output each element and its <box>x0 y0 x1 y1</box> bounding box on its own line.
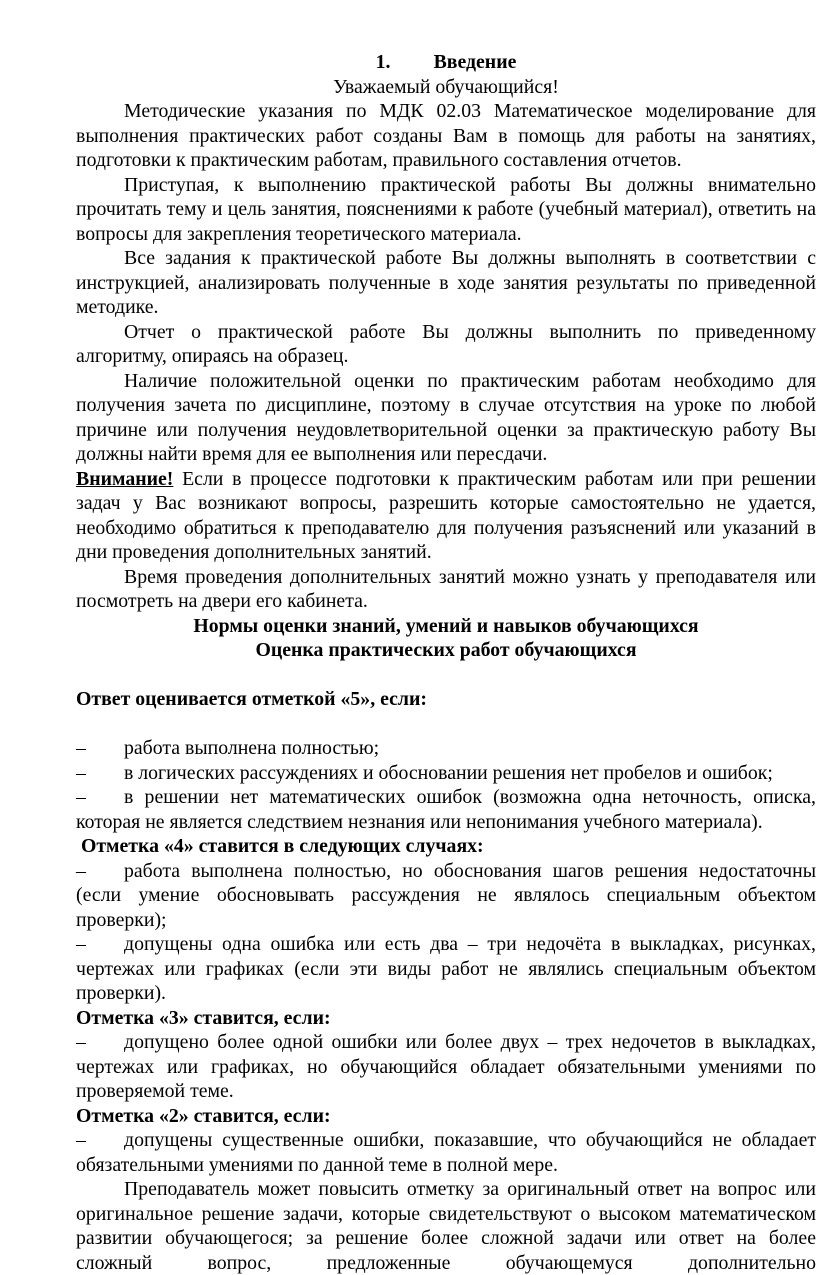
heading-title: Введение <box>433 51 517 73</box>
grade3-title: Отметка «3» ставится, если: <box>76 1006 331 1029</box>
grade3-item <box>76 1030 816 1104</box>
warning-paragraph <box>76 467 816 565</box>
spacer <box>76 712 816 737</box>
dash-bullet: – <box>76 859 86 882</box>
paragraph-extra-time: Время проведения дополнительных занятий можно узнать у преподавателя или посмотреть на двери его кабинета. <box>76 565 816 612</box>
dash-bullet: – <box>76 761 86 784</box>
spacer <box>76 663 816 688</box>
grade2-item <box>76 1128 816 1177</box>
grade4-item <box>76 859 816 933</box>
grade4-item <box>76 932 816 1006</box>
list-item-text: допущены существенные ошибки, показавшие, что обучающийся не обладает обязательными умениями по данной теме в полной мере. <box>76 1129 816 1176</box>
paragraph-teacher-bonus: Преподаватель может повысить отметку за оригинальный ответ на вопрос или оригинальное решение задачи, которые свидетельствуют о высоком математическом развитии обучающегося; за решение более сложной задачи или ответ на более сложный вопрос, предложенные обучающемуся дополнительно <box>76 1178 816 1274</box>
warning-label: Внимание! <box>76 467 174 490</box>
dash-bullet: – <box>76 1031 86 1053</box>
list-item-text: в решении нет математических ошибок (возможна одна неточность, описка, которая не является следствием незнания или непонимания учебного материала). <box>76 786 816 833</box>
paragraph-tasks: Все задания к практической работе Вы должны выполнять в соответствии с инструкцией, анализировать полученные в ходе занятия результаты по приведенной методике. <box>76 247 816 318</box>
list-item-text: работа выполнена полностью, но обоснования шагов решения недостаточны (если умение обосновывать рассуждения не являлось специальным объектом проверки); <box>76 859 816 931</box>
grade4-title: Отметка «4» ставится в следующих случаях: <box>76 835 484 857</box>
dash-bullet: – <box>76 1129 86 1151</box>
paragraph-methodical: Методические указания по МДК 02.03 Математическое моделирование для выполнения практических работ созданы Вам в помощь для работы на занятиях, подготовки к практическим работам, правильного составления отчетов. <box>76 100 816 171</box>
grade2-title: Отметка «2» ставится, если: <box>76 1104 331 1127</box>
dash-bullet: – <box>76 786 86 808</box>
dash-bullet: – <box>76 737 86 759</box>
list-item-text: допущены одна ошибка или есть два – три недочёта в выкладках, рисунках, чертежах или графиках (если эти виды работ не являлись специальным объектом проверки). <box>76 933 816 1004</box>
list-item-text: допущено более одной ошибки или более двух – трех недочетов в выкладках, чертежах или графиках, но обучающийся обладает обязательными умениями по проверяемой теме. <box>76 1031 816 1102</box>
list-item-text: работа выполнена полностью; <box>124 737 380 759</box>
paragraph-report: Отчет о практической работе Вы должны выполнить по приведенному алгоритму, опираясь на образец. <box>76 320 816 367</box>
grade5-item <box>76 736 816 761</box>
list-item-text: в логических рассуждениях и обосновании решения нет пробелов и ошибок; <box>124 761 773 784</box>
dash-bullet: – <box>76 933 86 955</box>
warning-text: Если в процессе подготовки к практическим работам или при решении задач у Вас возникают вопросы, разрешить которые самостоятельно не удается, необходимо обратиться к преподавателю для получения разъяснений или указаний в дни проведения дополнительных занятий. <box>76 467 816 563</box>
heading-number: 1. <box>375 51 391 73</box>
paragraph-grades: Наличие положительной оценки по практическим работам необходимо для получения зачета по дисциплине, поэтому в случае отсутствия на уроке по любой причине или получения неудовлетворительной оценки за практическую работу Вы должны найти время для ее выполнения или пересдачи. <box>76 369 816 465</box>
grade5-item <box>76 761 816 786</box>
practical-title: Оценка практических работ обучающихся <box>255 639 637 661</box>
norms-title: Нормы оценки знаний, умений и навыков обучающихся <box>193 614 699 637</box>
grade5-title: Ответ оценивается отметкой «5», если: <box>76 688 427 710</box>
section-heading <box>76 50 816 75</box>
document-page <box>76 50 816 1275</box>
paragraph-starting: Приступая, к выполнению практической работы Вы должны внимательно прочитать тему и цель занятия, пояснениями к работе (учебный материал), ответить на вопросы для закрепления теоретического материала. <box>76 173 816 245</box>
greeting: Уважаемый обучающийся! <box>333 75 559 98</box>
grade5-item <box>76 785 816 834</box>
